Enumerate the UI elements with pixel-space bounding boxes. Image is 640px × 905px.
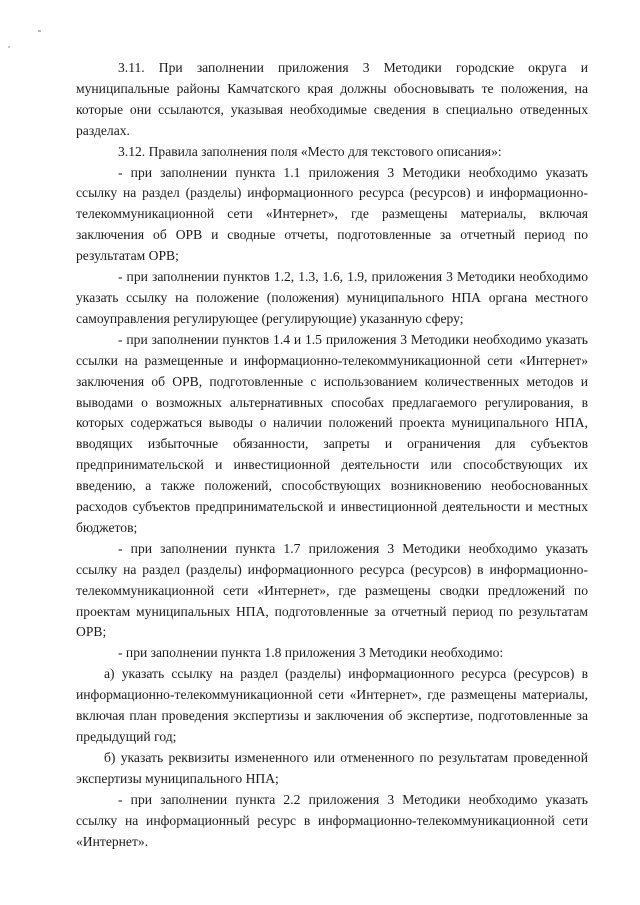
paragraph-item-1-8-b: б) указать реквизиты измененного или отмененного по результатам проведенной экспертизы муниципального НПА; bbox=[76, 749, 588, 786]
paragraph-item-1-1: - при заполнении пункта 1.1 приложения 3 Методики необходимо указать ссылку на раздел (разделы) информационного ресурса (ресурсов) и информационно-телекоммуникационной сети «Интернет», где размещены материалы, включая заключения об ОРВ и сводные отчеты, подготовленные за отчетный период по результатам ОРВ; bbox=[76, 164, 588, 264]
paragraph-3-11: 3.11. При заполнении приложения 3 Методики городские округа и муниципальные районы Камчатского края должны обосновывать те положения, на которые они ссылаются, указывая необходимые сведения в специально отведенных разделах. bbox=[76, 60, 588, 138]
paragraph-item-2-2: - при заполнении пункта 2.2 приложения 3 Методики необходимо указать ссылку на информационный ресурс в информационно-телекоммуникационной сети «Интернет». bbox=[76, 791, 588, 849]
document-page bbox=[76, 58, 588, 852]
paragraph-items-1-2-1-9: - при заполнении пунктов 1.2, 1.3, 1.6, 1.9, приложения 3 Методики необходимо указать ссылку на положение (положения) муниципального НПА органа местного самоуправления регулирующее (регулирующие) указанную сферу; bbox=[76, 269, 588, 326]
paragraph-item-1-7: - при заполнении пункта 1.7 приложения 3 Методики необходимо указать ссылку на раздел (разделы) информационного ресурса (ресурсов) в информационно-телекоммуникационной сети «Интернет», где размещены сводки предложений по проектам муниципальных НПА, подготовленные за отчетный период по результатам ОРВ; bbox=[76, 540, 588, 640]
paragraph-item-1-8: - при заполнении пункта 1.8 приложения 3 Методики необходимо: bbox=[118, 645, 504, 661]
scan-speck bbox=[38, 30, 41, 32]
paragraph-item-1-8-a: а) указать ссылку на раздел (разделы) информационного ресурса (ресурсов) в информационно-телекоммуникационной сети «Интернет», где размещены материалы, включая план проведения экспертизы и заключения об экспертизе, подготовленные за предыдущий год; bbox=[76, 666, 588, 744]
scan-speck bbox=[8, 46, 10, 48]
paragraph-items-1-4-1-5: - при заполнении пунктов 1.4 и 1.5 приложения 3 Методики необходимо указать ссылки на размещенные и информационно-телекоммуникационной сети «Интернет» заключения об ОРВ, подготовленные с использованием количественных методов и выводами о возможных альтернативных способах предлагаемого регулирования, в которых содержаться выводы о наличии положений проекта муниципального НПА, вводящих избыточные обязанности, запреты и ограничения для субъектов предпринимательской и инвестиционной деятельности или способствующих их введению, а также положений, способствующих возникновению необоснованных расходов субъектов предпринимательской и инвестиционной деятельности и местных бюджетов; bbox=[76, 331, 588, 535]
paragraph-3-12-heading: 3.12. Правила заполнения поля «Место для текстового описания»: bbox=[118, 143, 502, 159]
